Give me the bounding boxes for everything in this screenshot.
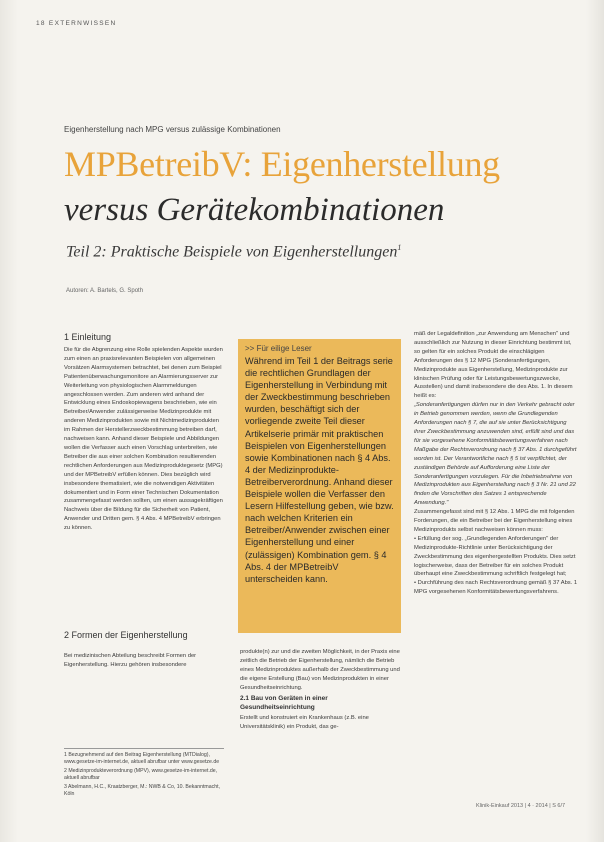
authors: Autoren: A. Bartels, G. Spoth — [66, 288, 144, 294]
bullet-item: • Erfüllung der sog. „Grundlegenden Anforderungen" der Medizinprodukte-Richtlinie unter Berücksichtigung der Zweckbestimmung des eigenhergestellten Produkts. Dies setzt logischerweise, dass der Betreiber für ein solches Produkt überhaupt eine Zweckbestimmung schriftlich festgelegt hat; — [414, 535, 576, 578]
left-column-body — [64, 346, 224, 533]
bullet-item: • Durchführung des nach Rechtsverordnung gemäß § 37 Abs. 1 MPG vorgesehenen Konformitätsbewertungsverfahrens. — [414, 580, 578, 596]
bullet-text: Durchführung des nach Rechtsverordnung gemäß § 37 Abs. 1 MPG vorgesehenen Konformitätsbewertungsverfahrens. — [414, 580, 578, 596]
subtitle-footnote-mark: 1 — [397, 243, 402, 252]
running-head: 18 EXTERNWISSEN — [36, 20, 117, 27]
paragraph: Zusammengefasst sind mit § 12 Abs. 1 MPG die mit folgenden Forderungen, die ein Betreiber bei der Eigenherstellung eines Medizinprodukts selbst nachweisen können muss: — [414, 509, 575, 533]
paragraph: mäß der Legaldefinition „zur Anwendung am Menschen" und ausschließlich zur Nutzung in dieser Einrichtung bestimmt ist, so gelten für ein solches Produkt die einschlägigen Anforderungen des § 12 MPG (Sonderanfertigungen, Medizinprodukte aus Eigenherstellung, Medizinprodukte zur klinischen Prüfung oder für Leistungsbewertungszwecke, Ausstellen) und damit insbesondere die des Abs. 1. In diesem heißt es: — [414, 331, 573, 400]
right-column-body — [414, 330, 578, 597]
section-heading-einleitung: 1 Einleitung — [64, 332, 112, 342]
summary-box — [238, 339, 401, 633]
paragraph: Die für die Abgrenzung eine Rolle spielenden Aspekte wurden zum einen an praxisrelevanten Beispielen von allgemeinen Vorsätzen Alarmsystemen betrachtet, bei denen zum Beispiel Patientenüberwachungsmonitore an Alarmierungsserver zur Weiterleitung von physiologischen Alarmmeldungen angeschlossen werden. Zum anderen wird anhand der Entwicklung eines Endoskopiewagens beschrieben, wie ein Betreiber/Anwender zulässigerweise Medizinprodukte mit anderen Medizinprodukten sowie mit Nichtmedizinprodukten im Rahmen der Herstellerzweckbestimmung betreiben darf, nachweisen kann. Anhand dieser Beispiele und Abbildungen wollen die Verfasser auch einen Vorschlag unterbreiten, wie Betreiber die aus einer solchen Kombination resultierenden rechtlichen Anforderungen aus Medizinproduktegesetz (MPG) und der MPBetreibV erfüllen können. Dies bezüglich wird insbesondere thematisiert, wie die notwendigen Aktivitäten dokumentiert und in Form einer Technischen Dokumentation zusammengefasst werden sollten, um einen aussagekräftigen Nachweis über die Bildung für die Sicherheit von Patient, Anwender und Dritten gem. § 4 Abs. 4 MPBetreibV erbringen zu können. — [64, 347, 223, 532]
article-title-line-1: MPBetreibV: Eigenherstellung — [64, 144, 500, 184]
footnotes — [64, 752, 224, 799]
article-subtitle — [66, 243, 401, 261]
bullet-text: Erfüllung der sog. „Grundlegenden Anforderungen" der Medizinprodukte-Richtlinie unter Berücksichtigung der Zweckbestimmung des eigenhergestellten Produkts. Dies setzt logischerweise, dass der Betreiber für ein solches Produkt überhaupt eine Zweckbestimmung schriftlich festgelegt hat; — [414, 535, 576, 578]
paragraph: Bei medizinischen Abteilung beschreibt Formen der Eigenherstellung. Hierzu gehören insbesondere — [64, 653, 197, 668]
footnote: 2 Medizinprodukteverordnung (MPV), www.gesetze-im-internet.de, aktuell abrufbar — [64, 767, 218, 782]
page-footer: Klinik-Einkauf 2013 | 4 · 2014 | S 6/7 — [476, 803, 566, 809]
legal-quote: „Sonderanfertigungen dürfen nur in den Verkehr gebracht oder in Betrieb genommen werden, wenn die Grundlegenden Anforderungen nach § 7, die auf sie unter Berücksichtigung ihrer Zweckbestimmung anzuwenden sind, erfüllt sind und das für sie vorgesehene Konformitätsbewertungsverfahren nach Maßgabe der Rechtsverordnung nach § 37 Abs. 1 durchgeführt worden ist. Der Verantwortliche nach § 5 ist verpflichtet, der zuständigen Behörde auf Aufforderung eine Liste der Sonderanfertigungen vorzulegen. Für die Inbetriebnahme von Medizinprodukten aus Eigenherstellung nach § 3 Nr. 21 und 22 finden die Vorschriften des Satzes 1 entsprechende Anwendung." — [414, 402, 577, 507]
left-column-body-2 — [64, 652, 224, 670]
summary-box-text: Während im Teil 1 der Beitrags serie die rechtlichen Grundlagen der Eigenherstellung in Verbindung mit der Zweckbestimmung beschrieben wurden, beschäftigt sich der vorliegende zweite Teil dieser Artikelserie primär mit praktischen Beispielen von Eigenherstellungen sowie Kombinationen nach § 4 Abs. 4 der Medizinprodukte-Betreiberverordnung. Anhand dieser Beispiele wollen die Verfasser den Lesern Hilfestellung geben, wie bzw. nach welchen Kriterien ein Betreiber/Anwender zwischen einer Eigenherstellung und einer (zulässigen) Kombination gem. § 4 Abs. 4 der MPBetreibV unterscheiden kann. — [245, 356, 394, 584]
footnote: 3 Abelmann, H.C., Kraatzberger, M.: NWB & Co, 10. Bekanntmacht, Köln — [64, 783, 220, 798]
footnote: 1 Bezugnehmend auf den Beitrag Eigenherstellung (MTDialog), www.gesetze-im-internet.de, aktuell abrufbar unter www.gesetze.de — [64, 752, 220, 766]
article-kicker: Eigenherstellung nach MPG versus zulässige Kombinationen — [64, 125, 281, 134]
section-heading-bau-von-geraeten: 2.1 Bau von Geräten in einer Gesundheitseinrichtung — [240, 695, 328, 711]
middle-column-body-2: Erstellt und konstruiert ein Krankenhaus (z.B. eine Universitätsklinik) ein Produkt, das ge- — [240, 715, 369, 730]
footnote-divider — [64, 748, 224, 749]
article-title-line-2: versus Gerätekombinationen — [64, 192, 445, 228]
middle-column-body — [240, 648, 400, 693]
subtitle-text: Teil 2: Praktische Beispiele von Eigenherstellungen — [66, 243, 398, 261]
summary-box-label: >> Für eilige Leser — [245, 344, 312, 353]
section-heading-formen: 2 Formen der Eigenherstellung — [64, 630, 188, 640]
paragraph: produkte(n) zur und die zweiten Möglichkeit, in der Praxis eine zeitlich die Betrieb der Eigenherstellung, nämlich die Betrieb eines Medizinproduktes außerhalb der Zweckbestimmung und die eigene Erstellung (Bau) von Medizinprodukten in einer Gesundheitseinrichtung. — [240, 649, 400, 691]
